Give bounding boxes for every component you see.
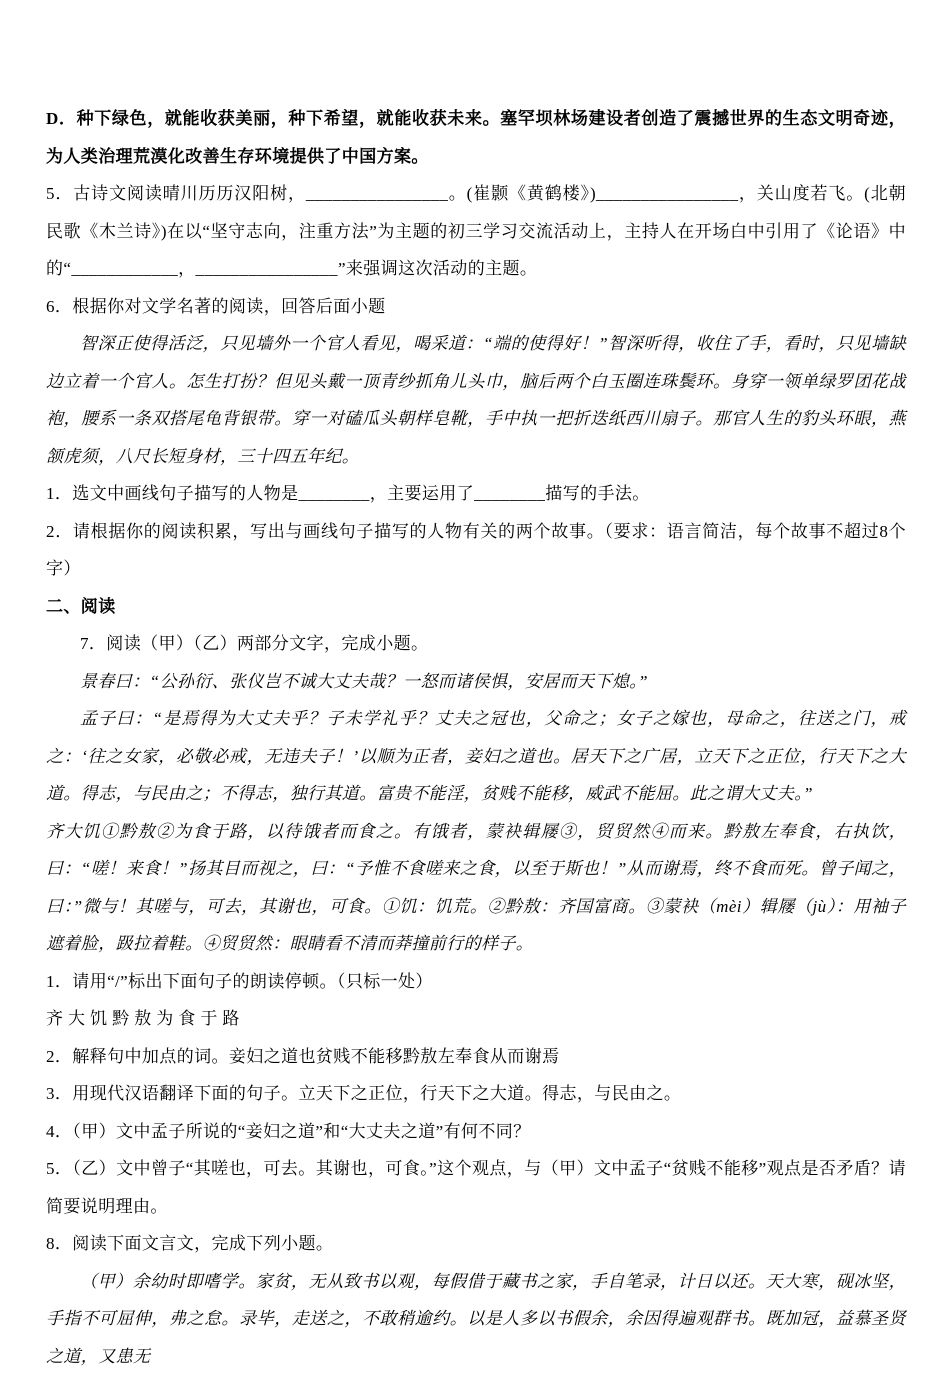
passage-jia-jingchun: 景春曰：“公孙衍、张仪岂不诚大丈夫哉？一怒而诸侯惧，安居而天下熄。”	[46, 663, 906, 701]
question-7-sub-1: 1．请用“/”标出下面句子的朗读停顿。（只标一处）	[46, 963, 906, 1001]
passage-jia-mengzi: 孟子曰：“是焉得为大丈夫乎？子未学礼乎？丈夫之冠也，父命之；女子之嫁也，母命之，往送之门，戒之：‘往之女家，必敬必戒，无违夫子！’以顺为正者，妾妇之道也。居天下之广居，立天下之正位，行天下之大道。得志，与民由之；不得志，独行其道。富贵不能淫，贫贱不能移，威武不能屈。此之谓大丈夫。”	[46, 700, 906, 813]
question-7-sub-5: 5．（乙）文中曾子“其嗟也，可去。其谢也，可食。”这个观点，与（甲）文中孟子“贫贱不能移”观点是否矛盾？请简要说明理由。	[46, 1150, 906, 1225]
question-6-sub-2: 2．请根据你的阅读积累，写出与画线句子描写的人物有关的两个故事。（要求：语言简洁，每个故事不超过8个字）	[46, 513, 906, 588]
question-6-stem: 6．根据你对文学名著的阅读，回答后面小题	[46, 288, 906, 326]
choice-option-d: D．种下绿色，就能收获美丽，种下希望，就能收获未来。塞罕坝林场建设者创造了震撼世界的生态文明奇迹，为人类治理荒漠化改善生存环境提供了中国方案。	[46, 100, 906, 175]
question-6-sub-1: 1．选文中画线句子描写的人物是________，主要运用了________描写的手法。	[46, 475, 906, 513]
question-7-sub-2: 2．解释句中加点的词。妾妇之道也贫贱不能移黔敖左奉食从而谢焉	[46, 1038, 906, 1076]
passage-lu-zhishen: 智深正使得活泛，只见墙外一个官人看见，喝采道：“端的使得好！”智深听得，收住了手，看时，只见墙缺边立着一个官人。怎生打扮？但见头戴一顶青纱抓角儿头巾，脑后两个白玉圈连珠鬓环。身穿一领单绿罗团花战袍，腰系一条双搭尾龟背银带。穿一对磕瓜头朝样皂靴，手中执一把折迭纸西川扇子。那官人生的豹头环眼，燕颔虎须，八尺长短身材，三十四五年纪。	[46, 325, 906, 475]
question-7-stem: 7．阅读（甲）（乙）两部分文字，完成小题。	[46, 625, 906, 663]
passage-song-lian: （甲）余幼时即嗜学。家贫，无从致书以观，每假借于藏书之家，手自笔录，计日以还。天大寒，砚冰坚，手指不可屈伸，弗之怠。录毕，走送之，不敢稍逾约。以是人多以书假余，余因得遍观群书。既加冠，益慕圣贤之道，又患无	[46, 1263, 906, 1375]
passage-yi-qian-ao: 齐大饥①黔敖②为食于路，以待饿者而食之。有饿者，蒙袂辑屦③，贸贸然④而来。黔敖左奉食，右执饮，曰：“嗟！来食！”扬其目而视之，曰：“予惟不食嗟来之食，以至于斯也！”从而谢焉，终不食而死。曾子闻之，曰：”微与！其嗟与，可去，其谢也，可食。①饥：饥荒。②黔敖：齐国富商。③蒙袂（mèi）辑屦（jù）：用袖子遮着脸，趿拉着鞋。④贸贸然：眼睛看不清而莽撞前行的样子。	[46, 813, 906, 963]
question-7-sub-3: 3．用现代汉语翻译下面的句子。立天下之正位，行天下之大道。得志，与民由之。	[46, 1075, 906, 1113]
question-8-stem: 8．阅读下面文言文，完成下列小题。	[46, 1225, 906, 1263]
question-5-poetry-fill-blank: 5．古诗文阅读晴川历历汉阳树，________________。(崔颢《黄鹤楼》)________________，关山度若飞。(北朝民歌《木兰诗》)在以“坚守志向，注重方法”为主题的初三学习交流活动上，主持人在开场白中引用了《论语》中的“____________，________________”来强调这次活动的主题。	[46, 175, 906, 288]
question-7-sub-4: 4．（甲）文中孟子所说的“妾妇之道”和“大丈夫之道”有何不同？	[46, 1113, 906, 1151]
reading-pause-sentence: 齐 大 饥 黔 敖 为 食 于 路	[46, 1000, 906, 1038]
section-heading-reading: 二、阅读	[46, 588, 906, 626]
